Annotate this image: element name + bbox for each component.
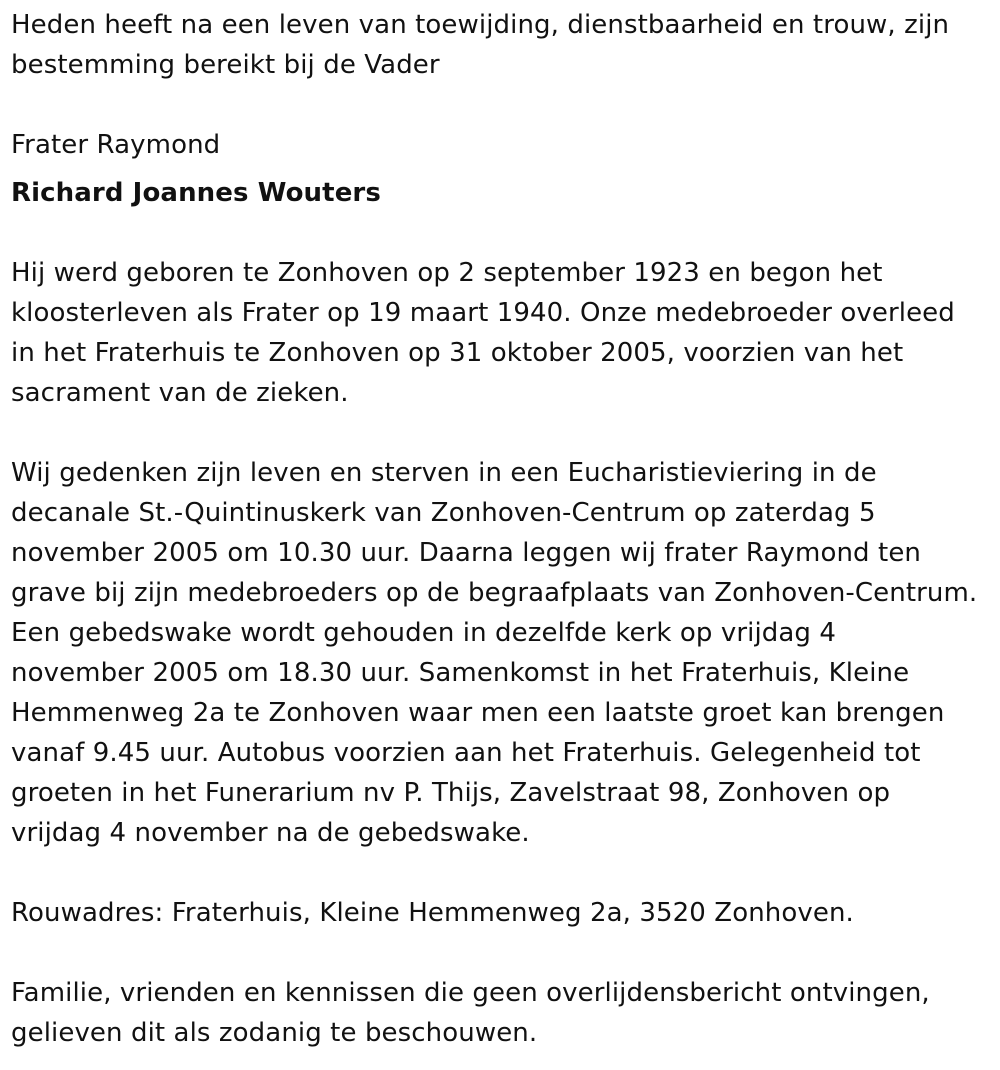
ceremony-line: vrijdag 4 november na de gebedswake. [11, 818, 530, 848]
ceremony-line: Wij gedenken zijn leven en sterven in een Eucharistieviering in de [11, 458, 877, 488]
ceremony-line: november 2005 om 18.30 uur. Samenkomst in het Fraterhuis, Kleine [11, 658, 910, 688]
ceremony-line: november 2005 om 10.30 uur. Daarna leggen wij frater Raymond ten [11, 538, 921, 568]
full-name: Richard Joannes Wouters [11, 178, 381, 208]
ceremony-line: Hemmenweg 2a te Zonhoven waar men een laatste groet kan brengen [11, 698, 945, 728]
biography-line: in het Fraterhuis te Zonhoven op 31 oktober 2005, voorzien van het [11, 338, 904, 368]
ceremony-line: Een gebedswake wordt gehouden in dezelfde kerk op vrijdag 4 [11, 618, 837, 648]
biography-line: sacrament van de zieken. [11, 378, 349, 408]
closing-line: Familie, vrienden en kennissen die geen overlijdensbericht ontvingen, [11, 978, 930, 1008]
biography-line: kloosterleven als Frater op 19 maart 1940. Onze medebroeder overleed [11, 298, 955, 328]
intro-line: Heden heeft na een leven van toewijding, dienstbaarheid en trouw, zijn [11, 10, 950, 40]
intro-line: bestemming bereikt bij de Vader [11, 50, 440, 80]
ceremony-line: groeten in het Funerarium nv P. Thijs, Zavelstraat 98, Zonhoven op [11, 778, 891, 808]
mourning-address: Rouwadres: Fraterhuis, Kleine Hemmenweg 2a, 3520 Zonhoven. [11, 898, 854, 928]
religious-name: Frater Raymond [11, 130, 221, 160]
closing-line: gelieven dit als zodanig te beschouwen. [11, 1018, 538, 1048]
ceremony-line: vanaf 9.45 uur. Autobus voorzien aan het Fraterhuis. Gelegenheid tot [11, 738, 921, 768]
ceremony-line: decanale St.-Quintinuskerk van Zonhoven-Centrum op zaterdag 5 [11, 498, 876, 528]
ceremony-line: grave bij zijn medebroeders op de begraafplaats van Zonhoven-Centrum. [11, 578, 978, 608]
biography-line: Hij werd geboren te Zonhoven op 2 september 1923 en begon het [11, 258, 883, 288]
